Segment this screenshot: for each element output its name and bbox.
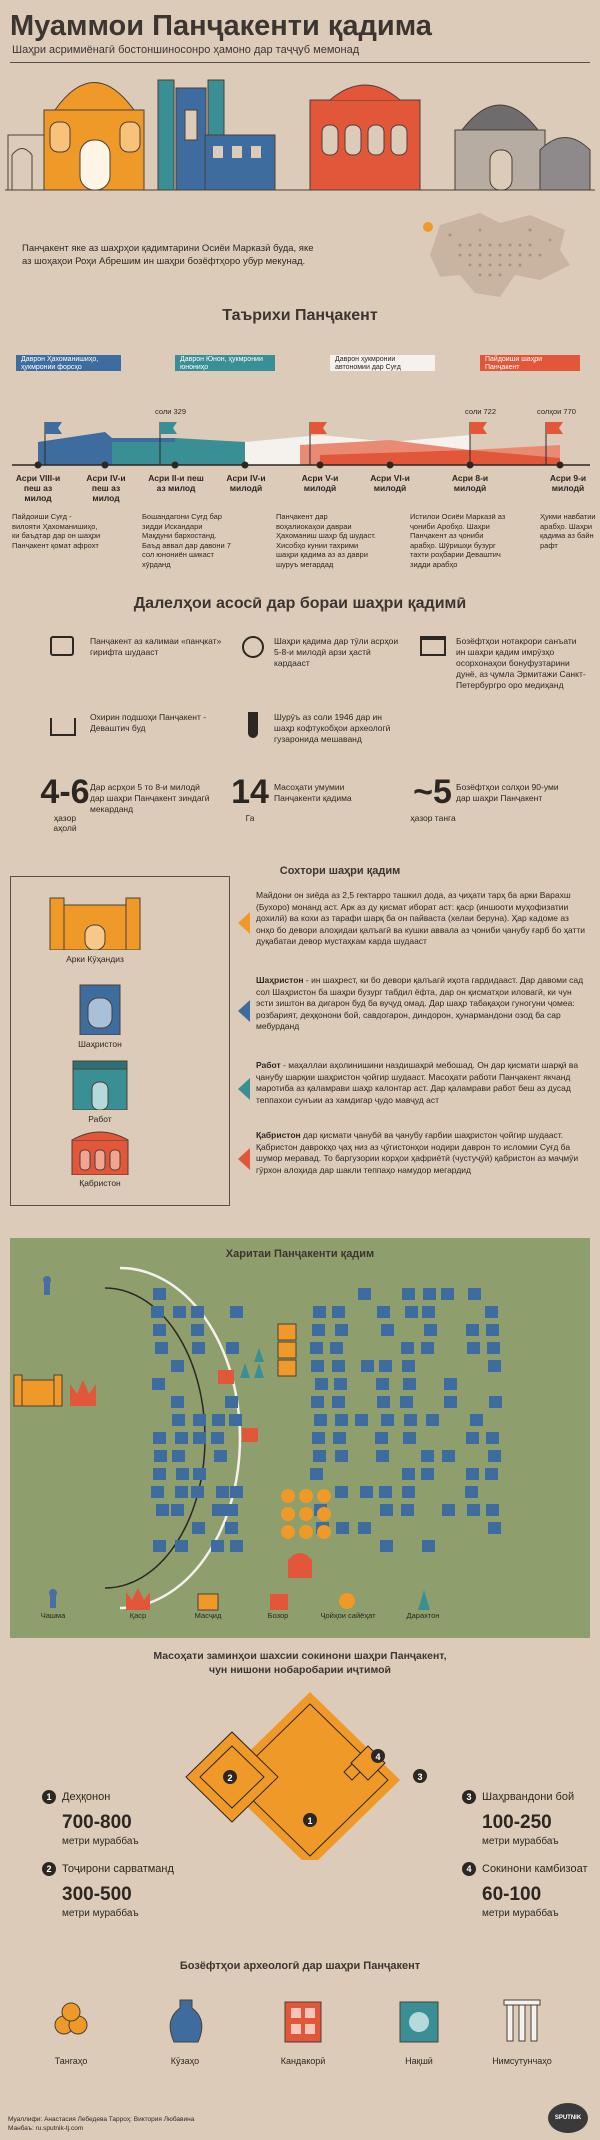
- fact-excavation: Шурӯъ аз соли 1946 дар ин шаҳр кофтукобҳои археологӣ гузаронида мешаванд: [274, 712, 391, 744]
- map-house: [466, 1468, 479, 1480]
- map-house: [470, 1414, 483, 1426]
- map-house: [175, 1540, 188, 1552]
- find-label: Тангаҳо: [54, 2056, 88, 2066]
- ark-label: Арки Кӯҳандиз: [66, 954, 124, 964]
- era-panjakent: Пайдоиши шаҳри Панҷакент: [480, 355, 580, 371]
- stat-population-unit: ҳазор аҳолӣ: [53, 813, 77, 833]
- map-house: [381, 1324, 394, 1336]
- map-house: [153, 1468, 166, 1480]
- panjakent-marker-icon: [423, 222, 433, 232]
- map-house: [402, 1468, 415, 1480]
- tick-label: Асри V-и милодӣ: [301, 473, 339, 493]
- map-house: [379, 1360, 392, 1372]
- map-house: [375, 1432, 388, 1444]
- areas-title-1: Масоҳати заминҳои шахсии сокинони шаҳри Панҷакент,: [153, 1650, 447, 1662]
- area-name: Деҳқонон: [62, 1791, 111, 1803]
- scroll-icon: [50, 636, 74, 656]
- city-map: [10, 1238, 590, 1638]
- legend-label: Масҷид: [194, 1611, 222, 1620]
- map-house: [211, 1432, 224, 1444]
- timeline-chart: [0, 400, 600, 480]
- stat-area-text: Масоҳати умумии Панҷакенти қадима: [274, 782, 352, 803]
- spring-icon: [43, 1276, 51, 1295]
- ark-description: Майдони он зиёда аз 2,5 гектарро ташкил дода, аз ҷиҳати тарҳ ба арки Варахш (Бухоро) монанд аст. Арк аз ду қисмат иборат аст: қаср (иншооти муҳофизатии дохилӣ) ва кохи аз тарафи шарқ ба он пайваста (хелаи беруна). Ҳар кадоме аз онҳо бо девори алоҳидаи қалъагӣ ва кушки аввала аз ҷониби ҷанубу ғарб бо ҳатти дуқабатаи девор мустаҳкам карда шудааст: [256, 890, 586, 946]
- clock-icon: [242, 636, 264, 658]
- map-house: [334, 1378, 347, 1390]
- map-house: [403, 1378, 416, 1390]
- map-house: [358, 1288, 371, 1300]
- shahriston-head: Шаҳристон: [256, 975, 304, 985]
- stat-coins-value: ~5: [413, 773, 452, 811]
- crown-icon: [50, 718, 76, 736]
- flag-note-722: соли 722: [465, 407, 497, 416]
- cemetery-label: Қабристон: [79, 1178, 121, 1188]
- area-name: Сокинони камбизоат: [482, 1863, 588, 1875]
- map-house: [335, 1486, 348, 1498]
- stat-coins-unit: ҳазор танга: [410, 813, 456, 823]
- map-house: [488, 1450, 501, 1462]
- map-house: [171, 1360, 184, 1372]
- map-house: [405, 1306, 418, 1318]
- map-house: [311, 1396, 324, 1408]
- map-house: [310, 1342, 323, 1354]
- map-house: [380, 1504, 393, 1516]
- map-house: [332, 1360, 345, 1372]
- shahriston-label: Шаҳристон: [78, 1039, 122, 1049]
- map-house: [360, 1486, 373, 1498]
- map-house: [314, 1414, 327, 1426]
- find-label: Нақшӣ: [405, 2056, 433, 2066]
- map-house: [486, 1504, 499, 1516]
- flag-note-770: солҳои 770: [537, 407, 576, 416]
- map-house: [154, 1450, 167, 1462]
- sputnik-logo[interactable]: SPUTNIK: [548, 2103, 588, 2133]
- stat-area-unit: Га: [245, 813, 255, 823]
- map-house: [442, 1450, 455, 1462]
- area-badge: 3: [462, 1790, 476, 1804]
- map-house: [191, 1324, 204, 1336]
- map-house: [212, 1414, 225, 1426]
- finds-title: Бозёфтҳои археологӣ дар шаҳри Панҷакент: [179, 1960, 421, 1972]
- fact-king: Охирин подшоҳи Панҷакент - Деваштич буд: [90, 712, 207, 733]
- map-house: [173, 1306, 186, 1318]
- robot-text: - маҳаллаи аҳолинишини наздишаҳрӣ мебошад. Он дар қисмати шарқӣ ва ҷанубу шарқии шаҳристон ҷойгир шудааст. Масоҳати работи Панҷакент якчанд маротиба аз қаламрави шаҳр калонтар аст. Дар қаламрави работ беш аз дусад теппахои сунъии аз хамдигар ҷудо мавҷуд аст: [256, 1060, 579, 1105]
- map-title: Харитаи Панҷакенти қадим: [225, 1248, 375, 1260]
- legend-label: Чашма: [40, 1611, 66, 1620]
- map-house: [400, 1396, 413, 1408]
- map-house: [230, 1540, 243, 1552]
- map-house: [422, 1306, 435, 1318]
- find-label: Нимсутунчаҳо: [492, 2056, 552, 2066]
- map-house: [176, 1468, 189, 1480]
- map-house: [401, 1504, 414, 1516]
- map-house: [381, 1414, 394, 1426]
- mural-icon: [400, 2002, 438, 2042]
- map-house: [313, 1450, 326, 1462]
- map-house: [225, 1522, 238, 1534]
- fact-name: Панҷакент аз калимаи «панҷкат» гирифта шудааст: [90, 636, 222, 657]
- map-house: [466, 1324, 479, 1336]
- skyline-illustration: [0, 60, 600, 195]
- history-note: Панҷакент дар воҳалиокаҳои давраи Ҳахоманиш шаҳр бд шудаст. Хисобҳо кунии тахрими шаҳри қадима аз аз даври шуруъ мегардад: [276, 512, 376, 569]
- area-unit: метри мураббаъ: [482, 1908, 559, 1919]
- stat-population-text: Дар асрҳои 5 то 8-и милодӣ дар шаҳри Панҷакент зиндагӣ мекарданд: [90, 782, 210, 814]
- map-house: [191, 1486, 204, 1498]
- shahriston-description: [256, 975, 586, 1033]
- footer-source: Манбаъ: ru.sputnik-tj.com: [8, 2125, 84, 2132]
- shahriston-icon: [75, 980, 125, 1035]
- timeline-flags: [45, 422, 563, 434]
- columns-icon: [504, 2000, 540, 2041]
- history-note: Пайдоиши Суғд - вилояти Ҳахоманишиҳо, ки баъдтар дар он шаҳри Панҷакент қомат афрохт: [12, 512, 101, 550]
- map-house: [441, 1288, 454, 1300]
- map-house: [488, 1360, 501, 1372]
- area-badge: 1: [42, 1790, 56, 1804]
- flag-note-329: соли 329: [155, 407, 187, 416]
- museum-icon: [420, 636, 446, 656]
- map-house: [333, 1432, 346, 1444]
- tajikistan-map: [420, 205, 580, 305]
- find-label: Кӯзаҳо: [170, 2056, 200, 2066]
- svg-text:1: 1: [307, 1816, 313, 1826]
- map-house: [466, 1432, 479, 1444]
- area-unit: метри мураббаъ: [62, 1836, 139, 1847]
- map-house: [336, 1522, 349, 1534]
- legend-label: Қаср: [129, 1611, 147, 1620]
- map-house: [467, 1504, 480, 1516]
- map-house: [444, 1396, 457, 1408]
- area-range: 300-500: [62, 1884, 132, 1905]
- map-house: [225, 1504, 238, 1516]
- legend-label: Бозор: [267, 1611, 289, 1620]
- map-house: [376, 1378, 389, 1390]
- map-house: [489, 1396, 502, 1408]
- history-note: Бошандагони Суғд бар зидди Искандари Мақдуни бархостанд. Баъд аввал дар давони 7 сол юнониён шикаст хӯрданд: [142, 512, 231, 569]
- map-house: [192, 1342, 205, 1354]
- map-house: [193, 1468, 206, 1480]
- map-house: [403, 1432, 416, 1444]
- white-arches-left: [8, 135, 44, 190]
- pointer-robot: [238, 1078, 250, 1100]
- tick-label: Асри IV-и милодӣ: [226, 473, 266, 493]
- era-achaemenid: Даврон Ҳахоманишиҳо, ҳукмронии форсҳо: [16, 355, 121, 371]
- carving-icon: [285, 2002, 321, 2042]
- map-house: [151, 1306, 164, 1318]
- footer-credits: Муаллифи: Анастасия Лебедева Тарроҳ: Виктория Любавина: [8, 2116, 195, 2123]
- legend-label: Ҷойҳои сайёҳат: [320, 1611, 376, 1620]
- map-house: [402, 1288, 415, 1300]
- area-range: 700-800: [62, 1812, 132, 1833]
- map-house: [377, 1396, 390, 1408]
- map-house: [310, 1468, 323, 1480]
- svg-text:3: 3: [417, 1772, 423, 1782]
- ark-icon: [45, 890, 145, 950]
- map-house: [465, 1486, 478, 1498]
- map-house: [444, 1378, 457, 1390]
- area-unit: метри мураббаъ: [62, 1908, 139, 1919]
- fact-period: Шаҳри қадима дар тӯли асрҳои 5-8-и милодӣ арзи ҳастӣ кардааст: [274, 636, 399, 668]
- map-house: [380, 1540, 393, 1552]
- map-house: [467, 1342, 480, 1354]
- map-house: [488, 1522, 501, 1534]
- map-house: [155, 1342, 168, 1354]
- area-unit: метри мураббаъ: [482, 1836, 559, 1847]
- map-house: [330, 1342, 343, 1354]
- map-house: [426, 1414, 439, 1426]
- find-label: Кандакорӣ: [280, 2056, 326, 2066]
- map-house: [376, 1450, 389, 1462]
- map-house: [379, 1486, 392, 1498]
- map-house: [358, 1522, 371, 1534]
- map-house: [442, 1504, 455, 1516]
- era-sogd: Даврон ҳукмронии автономии дар Суғд: [330, 355, 435, 371]
- map-house: [175, 1486, 188, 1498]
- map-house: [312, 1432, 325, 1444]
- area-range: 100-250: [482, 1812, 552, 1833]
- cemetery-icon: [68, 1130, 132, 1175]
- stat-coins-text: Бозёфтҳои солҳои 90-уми дар шаҳри Панҷакент: [456, 782, 559, 803]
- pointer-shahriston: [238, 1000, 250, 1022]
- map-house: [175, 1432, 188, 1444]
- map-house: [335, 1450, 348, 1462]
- map-house: [211, 1540, 224, 1552]
- map-house: [216, 1486, 229, 1498]
- map-house: [152, 1378, 165, 1390]
- map-house: [486, 1432, 499, 1444]
- area-name: Тоҷирони сарватманд: [62, 1863, 174, 1875]
- shahriston-text: - ин шаҳрест, ки бо девори қалъагӣ иҳота гардидааст. Дар давоми сад сол Шаҳристон ба шаҳри бузург табдил ёфта, дар он қисматҳои иловагӣ, ки чун эсти зиштон ва дигарон буд ба вуҷуд омад. Дар шаҳр табақаҳои гуногуни ҷомеа: розбарият, деҳқонони бой, савдогарон, диндорон, ҳунармандони озод ба сар мебурданд: [256, 975, 584, 1031]
- map-house: [332, 1306, 345, 1318]
- robot-head: Работ: [256, 1060, 281, 1070]
- map-house: [421, 1450, 434, 1462]
- robot-description: [256, 1060, 586, 1106]
- map-house: [468, 1288, 481, 1300]
- map-house: [156, 1504, 169, 1516]
- page-subtitle: Шаҳри асримиёнагӣ бостоншиносонро ҳамоно дар таҷҷуб мемонад: [12, 44, 360, 56]
- map-house: [171, 1504, 184, 1516]
- map-house: [421, 1342, 434, 1354]
- map-house: [355, 1414, 368, 1426]
- map-house: [401, 1342, 414, 1354]
- stat-population-value: 4-6: [40, 773, 90, 811]
- tick-label: Асри 8-и милодӣ: [451, 473, 489, 493]
- legend-mosque-icon: [198, 1594, 218, 1610]
- map-house: [423, 1288, 436, 1300]
- map-house: [230, 1486, 243, 1498]
- area-badge: 2: [42, 1862, 56, 1876]
- red-arcade: [310, 85, 420, 190]
- map-qasr: [14, 1375, 62, 1406]
- areas-title-2: чун нишони нобаробарии иҷтимоӣ: [209, 1664, 391, 1676]
- map-mosques: [278, 1324, 296, 1376]
- pointer-cemetery: [238, 1148, 250, 1170]
- map-house: [172, 1414, 185, 1426]
- tick-label: Асри 9-и милодӣ: [549, 473, 587, 493]
- legend-spring-icon: [49, 1589, 57, 1608]
- map-house: [332, 1396, 345, 1408]
- map-house: [212, 1504, 225, 1516]
- area-diamonds: [150, 1680, 450, 1860]
- map-sights: [281, 1489, 331, 1539]
- map-house: [214, 1450, 227, 1462]
- shovel-icon: [248, 712, 258, 738]
- map-house: [171, 1396, 184, 1408]
- tick-label: Асри VIII-и пеш аз милод: [15, 473, 61, 503]
- era-greek: Даврон Юнон, ҳукмронии юнониҳо: [175, 355, 275, 371]
- stat-area-value: 14: [231, 773, 269, 811]
- map-house: [485, 1306, 498, 1318]
- map-house: [193, 1414, 206, 1426]
- map-gate: [288, 1553, 312, 1578]
- cemetery-text: дар қисмати ҷанубӣ ва ҷанубу ғарбии шаҳристон ҷойгир шудааст. Қабристон даврокҳо ҷаҳ низ аз ҷӯгистонҳои нодири даврон то исломии Суғд ба шумор меравад. То баргузории корҳои ҳафриётӣ (чустуҷӯӣ) қабристон аз маҷмӯи гӯрхон алоҳида дар шакли теппаҳо намудор мегардид: [256, 1130, 579, 1175]
- finds-icons: [0, 1990, 600, 2050]
- map-house: [172, 1450, 185, 1462]
- map-house: [402, 1486, 415, 1498]
- map-house: [404, 1414, 417, 1426]
- area-badge: 4: [462, 1862, 476, 1876]
- tick-label: Асри II-и пеш аз милод: [148, 473, 204, 493]
- cemetery-description: [256, 1130, 586, 1176]
- robot-icon: [70, 1058, 130, 1110]
- history-title: Таърихи Панҷакент: [222, 307, 378, 324]
- blue-building: [205, 135, 275, 190]
- map-house: [229, 1414, 242, 1426]
- map-house: [424, 1324, 437, 1336]
- map-house: [312, 1324, 325, 1336]
- svg-text:2: 2: [227, 1773, 233, 1783]
- cemetery-head: Қабристон: [256, 1130, 301, 1140]
- tick-label: Асри VI-и милодӣ: [370, 473, 410, 493]
- map-house: [193, 1432, 206, 1444]
- history-note: Ҳукми навбатии арабҳо. Шаҳри қадима аз байн рафт: [540, 512, 596, 550]
- area-range: 60-100: [482, 1884, 542, 1905]
- map-house: [486, 1324, 499, 1336]
- map-house: [153, 1540, 166, 1552]
- robot-label: Работ: [88, 1114, 112, 1124]
- map-house: [313, 1306, 326, 1318]
- orange-mausoleum: [44, 83, 144, 191]
- legend-bazaar-icon: [270, 1594, 288, 1610]
- area-name: Шаҳрвандони бой: [482, 1791, 575, 1803]
- map-house: [153, 1324, 166, 1336]
- fact-museum: Бозёфтҳои нотакрори санъати ин шаҳри қадим имрӯзҳо осорхонаҳои бонуфузтарини дунё, аз ҷумла Эрмитажи Санкт-Петербургро оро медиҳанд: [456, 636, 586, 690]
- svg-text:4: 4: [375, 1752, 381, 1762]
- jug-icon: [170, 2000, 202, 2042]
- map-house: [151, 1486, 164, 1498]
- map-house: [485, 1468, 498, 1480]
- map-house: [422, 1540, 435, 1552]
- map-house: [335, 1414, 348, 1426]
- intro-text: Панҷакент яке аз шаҳрҳои қадимтарини Осиёи Марказӣ буда, яке аз шоҳаҳои Роҳи Абрешим ин шаҳри бозёфтҳоро убур мекунад.: [22, 243, 314, 267]
- map-house: [191, 1306, 204, 1318]
- map-house: [311, 1360, 324, 1372]
- pointer-ark: [238, 912, 250, 934]
- tick-label: Асри IV-и пеш аз милод: [86, 473, 126, 503]
- map-house: [230, 1306, 243, 1318]
- legend-label: Дарахтон: [406, 1611, 440, 1620]
- map-house: [377, 1306, 390, 1318]
- grey-domes: [455, 105, 590, 190]
- coins-icon: [55, 2003, 87, 2034]
- evidence-title: Далелҳои асосӣ дар бораи шаҳри қадимӣ: [133, 595, 467, 612]
- map-house: [335, 1324, 348, 1336]
- map-house: [153, 1432, 166, 1444]
- map-house: [153, 1288, 166, 1300]
- map-house: [487, 1342, 500, 1354]
- map-house: [226, 1342, 239, 1354]
- map-house: [192, 1522, 205, 1534]
- map-house: [225, 1396, 238, 1408]
- history-note: Истилои Осиёи Марказӣ аз ҷониби Аробҳо. Шаҳри Панҷакент аз ҷониби арабҳо. Шӯришҳи бузург тахти роҳбарии Деваштич зидди арабҳо: [410, 512, 506, 569]
- structure-title: Сохтори шаҳри қадим: [279, 865, 401, 877]
- map-house: [402, 1360, 415, 1372]
- map-house: [361, 1360, 374, 1372]
- map-house: [421, 1468, 434, 1480]
- legend-sight-icon: [339, 1593, 355, 1609]
- page-title: Муаммои Панҷакенти қадима: [10, 10, 432, 42]
- map-house: [315, 1378, 328, 1390]
